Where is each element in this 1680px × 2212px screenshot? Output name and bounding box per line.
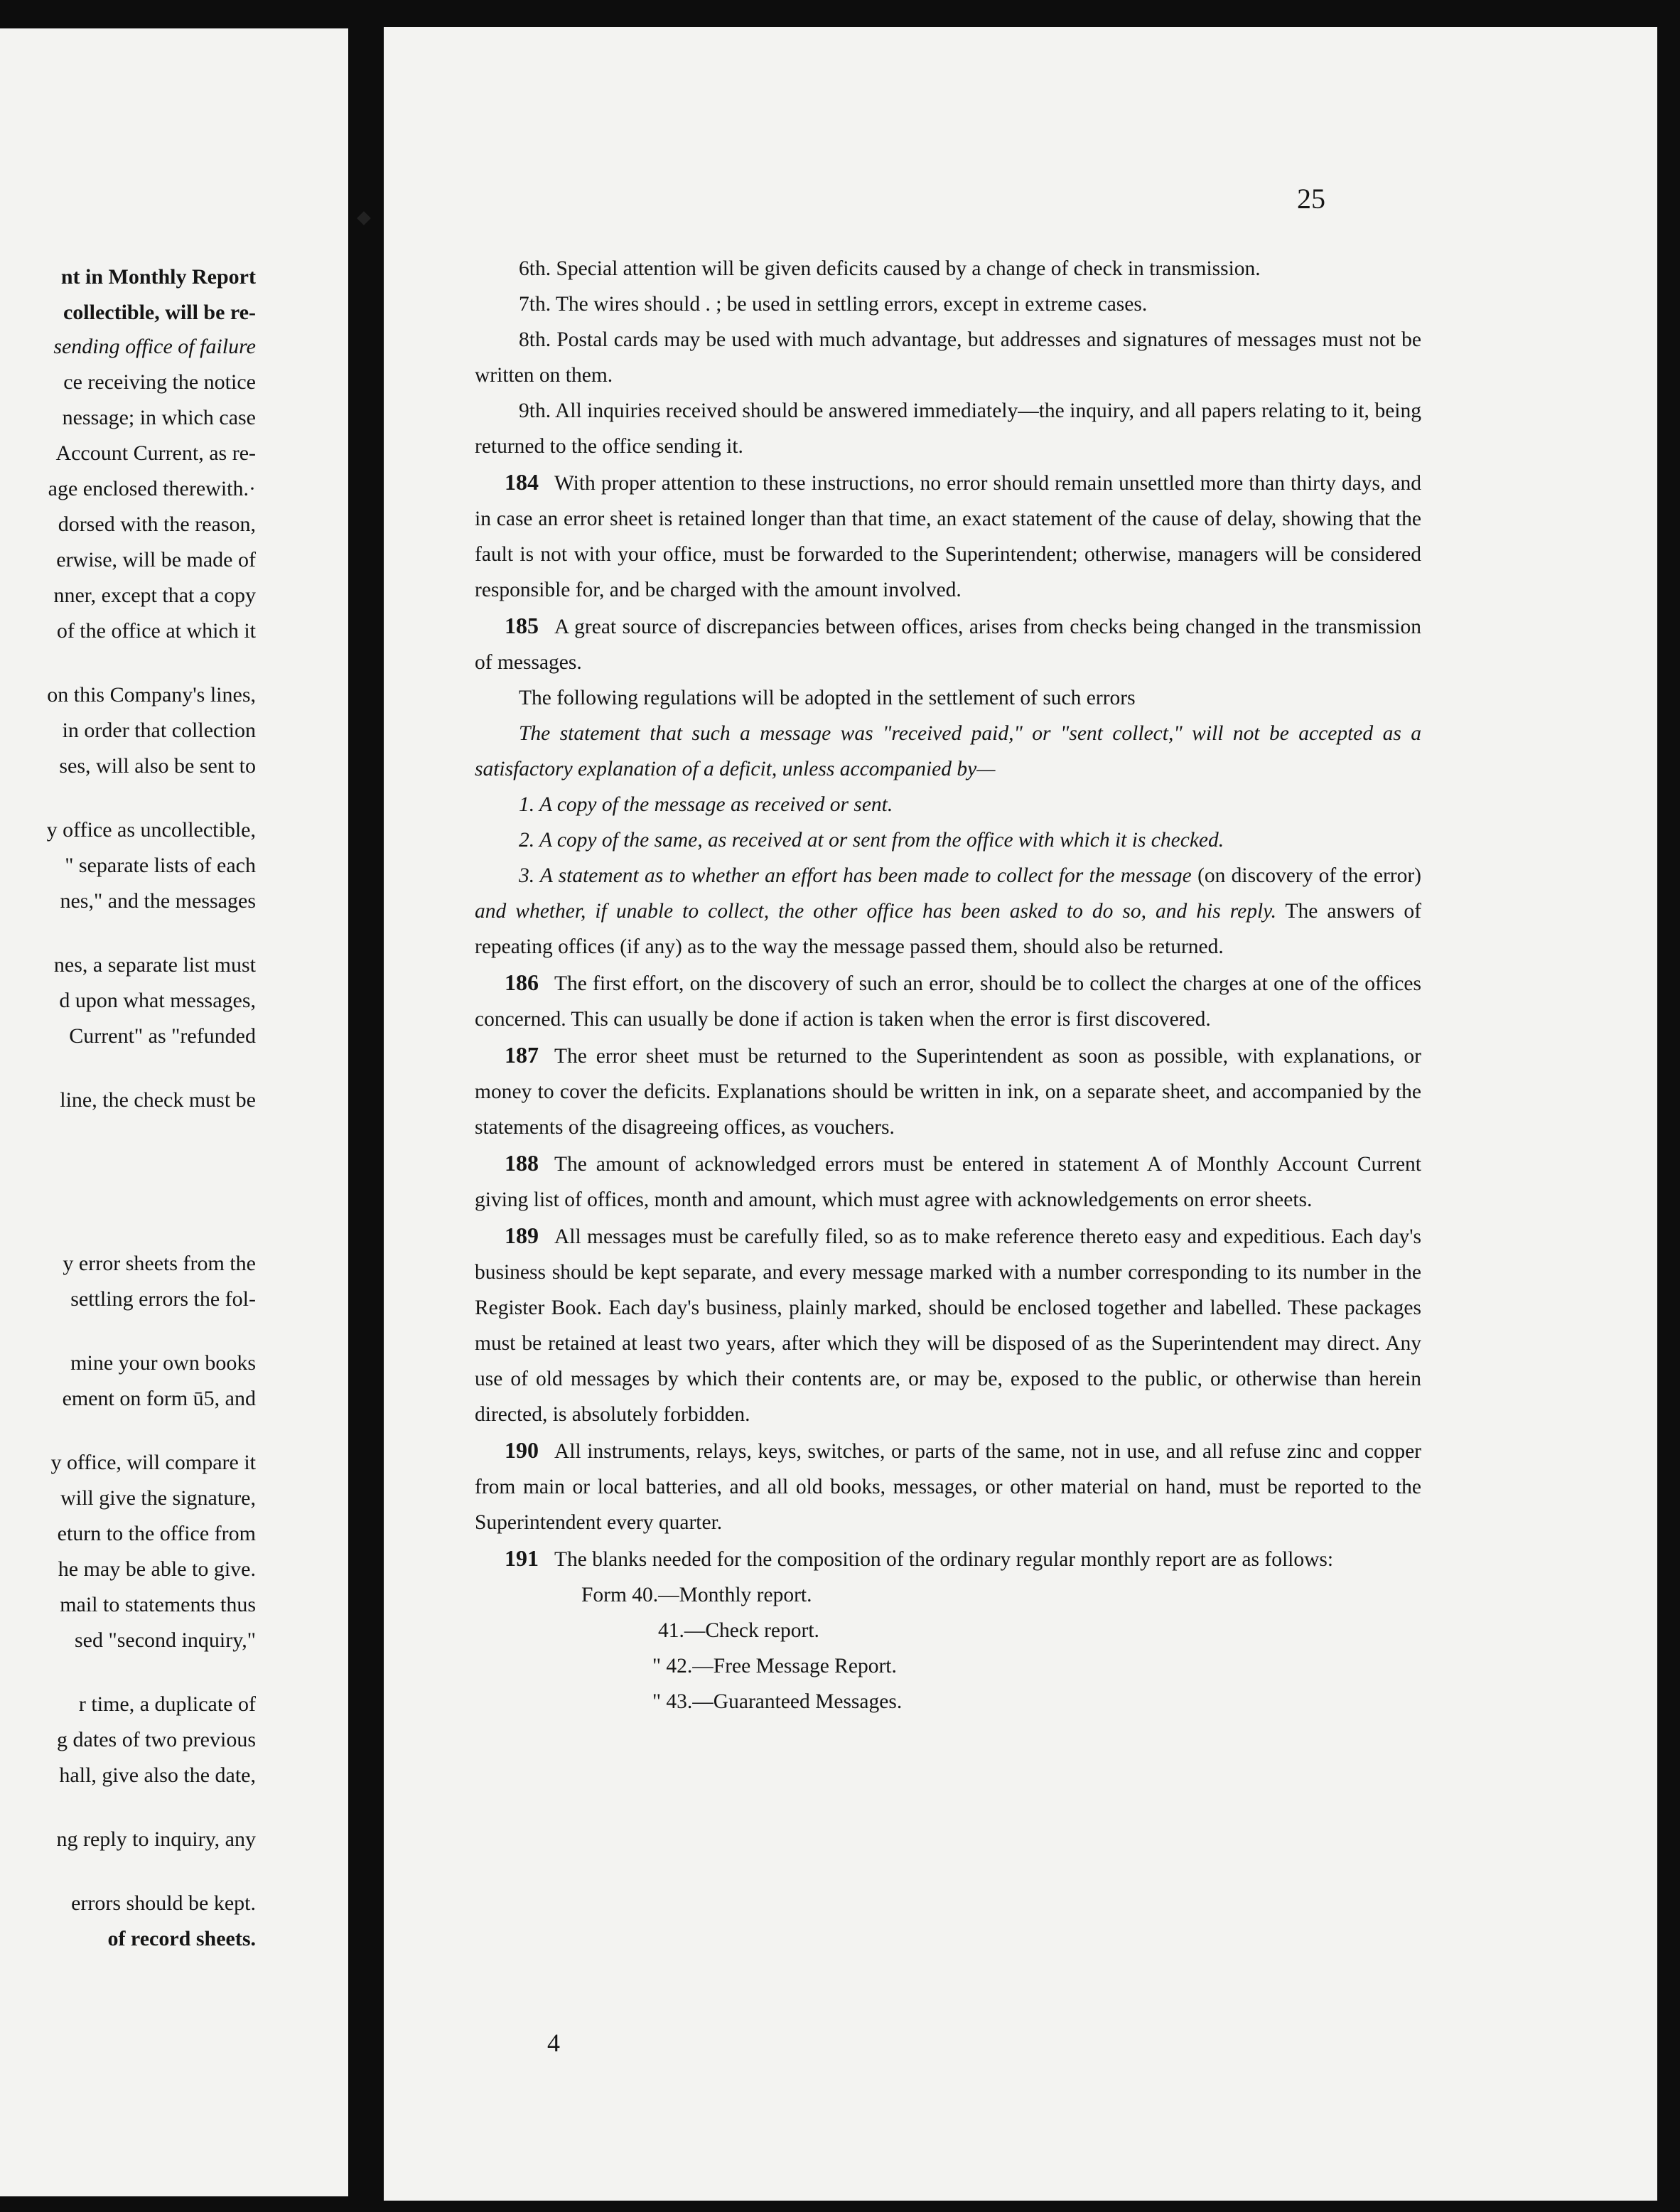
left-page-line: g dates of two previous xyxy=(57,1728,256,1751)
section-text: With proper attention to these instructions, no error should remain unsettled more than thirty days, and in case an error sheet is retained longer than that time, an exact statement of the cause of delay, showing that the fault is not with your office, must be forwarded to the Superintendent; otherwise, managers will be considered responsible for, and be charged with the amount involved. xyxy=(475,472,1421,601)
section-191 xyxy=(475,1540,1421,1577)
form-item: " 43.—Guaranteed Messages. xyxy=(652,1690,903,1713)
left-page-line: d upon what messages, xyxy=(59,989,256,1012)
left-page-line: nessage; in which case xyxy=(62,406,256,429)
regulations-intro: The following regulations will be adopted in the settlement of such errors xyxy=(519,687,1136,709)
left-page xyxy=(0,28,348,2196)
section-text: A great source of discrepancies between offices, arises from checks being changed in the transmission of messages. xyxy=(475,616,1421,674)
regulation-item-2: 2. A copy of the same, as received at or sent from the office with which it is checked. xyxy=(519,829,1224,852)
left-page-line: on this Company's lines, xyxy=(47,683,256,707)
section-187 xyxy=(475,1037,1421,1145)
left-page-line: in order that collection xyxy=(62,719,256,742)
form-item: Form 40.—Monthly report. xyxy=(581,1584,812,1606)
left-page-line: Account Current, as re- xyxy=(55,441,256,465)
right-page xyxy=(384,27,1657,2201)
left-page-line: mail to statements thus xyxy=(60,1593,256,1616)
left-page-line: " separate lists of each xyxy=(65,854,256,877)
left-page-line: erwise, will be made of xyxy=(56,548,256,571)
section-number: 191 xyxy=(505,1545,539,1571)
section-number: 188 xyxy=(505,1150,539,1176)
section-186 xyxy=(475,965,1421,1037)
section-text: All messages must be carefully filed, so as to make reference thereto easy and expeditious. Each day's business should be kept separate, and every message marked with a number corresponding to its number in the Register Book. Each day's business, plainly marked, should be enclosed together and labelled. These packages must be retained at least two years, after which they will be disposed of as the Superintendent may direct. Any use of old messages by which their contents are, or may be, exposed to the public, or otherwise than herein directed, is absolutely forbidden. xyxy=(475,1225,1421,1426)
section-text: The blanks needed for the composition of the ordinary regular monthly report are as follows: xyxy=(554,1548,1334,1571)
left-page-line: settling errors the fol- xyxy=(70,1287,256,1311)
section-text: The amount of acknowledged errors must be entered in statement A of Monthly Account Current giving list of offices, month and amount, which must agree with acknowledgements on error sheets. xyxy=(475,1153,1421,1211)
left-page-line: errors should be kept. xyxy=(71,1891,256,1915)
forms-list xyxy=(475,1577,1421,1719)
left-page-line: of record sheets. xyxy=(107,1927,256,1950)
section-188 xyxy=(475,1145,1421,1218)
paragraph-7th: 7th. The wires should . ; be used in settling errors, except in extreme cases. xyxy=(519,293,1148,316)
section-text: The error sheet must be returned to the Superintendent as soon as possible, with explanations, or money to cover the deficits. Explanations should be written in ink, on a separate sheet, and accompanied by the statements of the disagreeing offices, as vouchers. xyxy=(475,1045,1421,1139)
section-number: 186 xyxy=(505,970,539,995)
left-page-line: collectible, will be re- xyxy=(63,301,256,324)
signature-mark: 4 xyxy=(547,2029,560,2057)
left-page-line: ng reply to inquiry, any xyxy=(56,1827,256,1851)
regulation-item-3 xyxy=(475,858,1421,965)
left-page-line: he may be able to give. xyxy=(58,1557,256,1581)
section-number: 185 xyxy=(505,613,539,638)
section-189 xyxy=(475,1218,1421,1432)
page-number: 25 xyxy=(1297,183,1325,215)
gutter-mark xyxy=(357,211,371,225)
paragraph-6th: 6th. Special attention will be given deficits caused by a change of check in transmission. xyxy=(519,257,1261,280)
left-page-line: will give the signature, xyxy=(60,1486,256,1510)
left-page-line: nt in Monthly Report xyxy=(60,265,256,289)
left-page-line: y error sheets from the xyxy=(63,1252,256,1275)
section-text: The first effort, on the discovery of such an error, should be to collect the charges at one of the offices concerned. This can usually be done if action is taken when the error is first discovered. xyxy=(475,972,1421,1031)
page-body xyxy=(475,251,1421,1719)
paragraph-8th: 8th. Postal cards may be used with much advantage, but addresses and signatures of messages must not be written on them. xyxy=(475,328,1421,387)
section-184 xyxy=(475,464,1421,608)
left-page-line: r time, a duplicate of xyxy=(78,1692,256,1716)
left-page-line: ce receiving the notice xyxy=(63,370,256,394)
left-page-line: Current" as "refunded xyxy=(69,1024,256,1048)
item3-part-d: The answers of repeating offices (if any) as to the way the message passed them, should also be returned. xyxy=(475,900,1421,958)
left-page-line: hall, give also the date, xyxy=(59,1763,256,1787)
left-page-line: mine your own books xyxy=(70,1351,256,1375)
section-text: All instruments, relays, keys, switches, or parts of the same, not in use, and all refuse zinc and copper from main or local batteries, and all old books, messages, or other material on hand, must be reported to the Superintendent every quarter. xyxy=(475,1440,1421,1534)
left-page-line: sed "second inquiry," xyxy=(75,1628,256,1652)
left-page-line: of the office at which it xyxy=(56,619,256,643)
left-page-line: age enclosed therewith.· xyxy=(48,477,256,500)
left-page-line: nner, except that a copy xyxy=(53,584,256,607)
section-number: 189 xyxy=(505,1223,539,1248)
left-page-line: ement on form ū5, and xyxy=(62,1387,256,1410)
regulation-item-1: 1. A copy of the message as received or sent. xyxy=(519,793,893,816)
paragraph-9th: 9th. All inquiries received should be answered immediately—the inquiry, and all papers relating to it, being returned to the office sending it. xyxy=(475,399,1421,458)
item3-part-a: 3. A statement as to whether an effort has been made to collect for the message xyxy=(519,864,1192,887)
item3-part-c: and whether, if unable to collect, the other office has been asked to do so, and his reply. xyxy=(475,900,1276,923)
left-page-line: dorsed with the reason, xyxy=(58,512,256,536)
left-page-line: sending office of failure xyxy=(53,335,256,358)
item3-part-b: (on discovery of the error) xyxy=(1197,864,1422,887)
section-number: 184 xyxy=(505,469,539,495)
left-page-line: nes," and the messages xyxy=(60,889,256,913)
section-185 xyxy=(475,608,1421,680)
section-number: 190 xyxy=(505,1437,539,1463)
left-page-line: nes, a separate list must xyxy=(53,953,256,977)
section-number: 187 xyxy=(505,1042,539,1068)
left-page-line: y office, will compare it xyxy=(50,1451,256,1474)
section-190 xyxy=(475,1432,1421,1540)
regulations-statement: The statement that such a message was "received paid," or "sent collect," will not be accepted as a satisfactory explanation of a deficit, unless accompanied by— xyxy=(475,722,1421,780)
left-page-line: y office as uncollectible, xyxy=(46,818,256,842)
form-item: " 42.—Free Message Report. xyxy=(652,1655,897,1677)
form-item: 41.—Check report. xyxy=(658,1619,819,1642)
left-page-line: eturn to the office from xyxy=(57,1522,256,1545)
left-page-line: ses, will also be sent to xyxy=(59,754,256,778)
left-page-line: line, the check must be xyxy=(60,1088,256,1112)
